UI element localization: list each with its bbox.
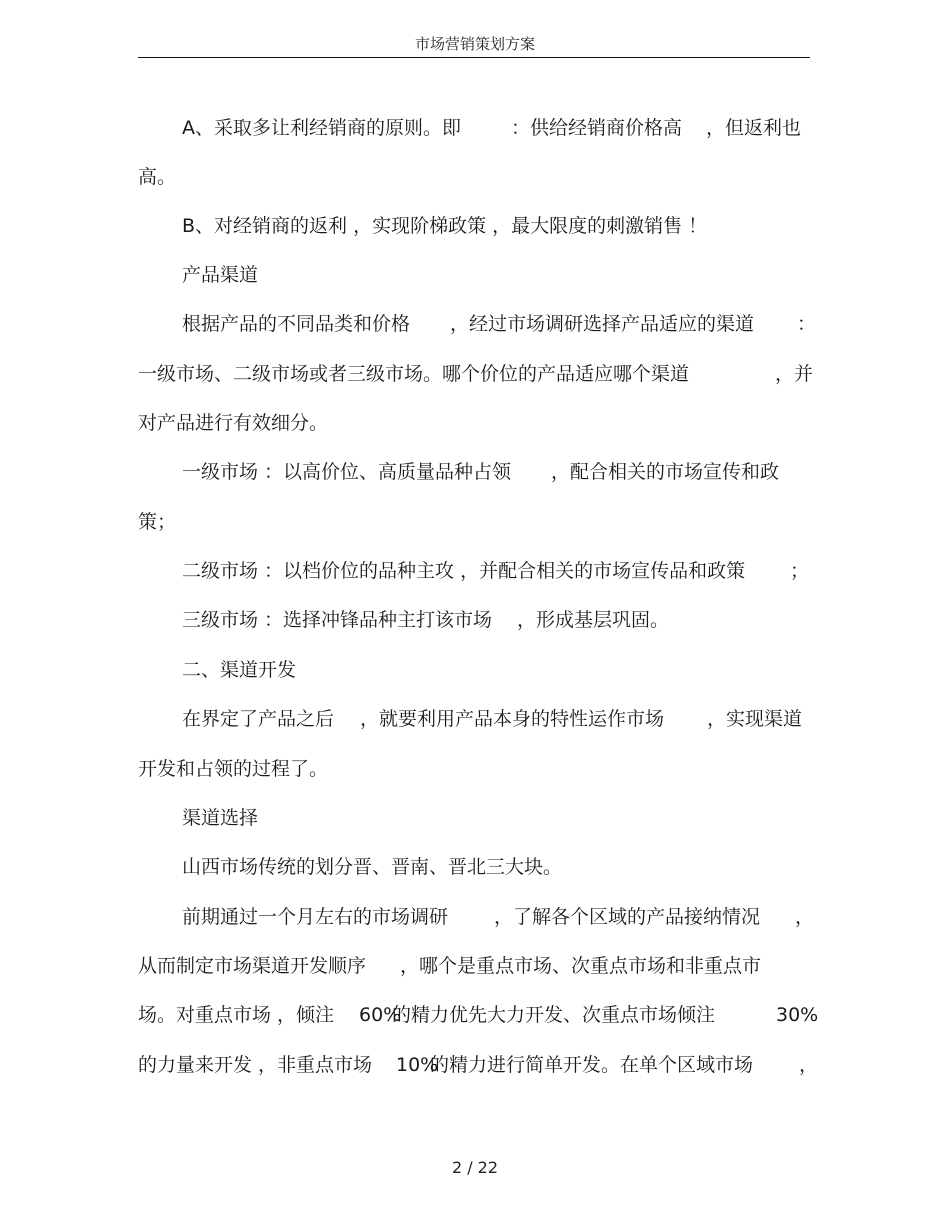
text-segment: ，	[799, 1054, 819, 1076]
paragraph-line	[0, 408, 329, 438]
text-segment: 开发和占领的过程了。	[138, 758, 329, 780]
text-segment: 在界定了产品之后	[182, 708, 335, 730]
paragraph-line	[0, 211, 708, 241]
paragraph-line	[0, 162, 177, 192]
paragraph-line	[0, 113, 802, 143]
paragraph-line	[0, 309, 817, 339]
paragraph-line	[0, 1050, 819, 1080]
text-segment: 前期通过一个月左右的市场调研	[182, 906, 449, 928]
text-segment: ，但返利也	[706, 117, 802, 139]
text-segment: 的精力进行简单开发。在单个区域市场	[430, 1054, 754, 1076]
section-heading	[0, 260, 259, 290]
text-segment: B、对经销商的返利 ，实现阶梯政策 ，最大限度的刺激销售 ！	[182, 215, 708, 237]
text-segment: ，哪个是重点市场、次重点市场和非重点市	[400, 955, 762, 977]
text-segment: ，	[795, 906, 815, 928]
text-segment: 高。	[138, 166, 177, 188]
text-segment: ：	[797, 313, 817, 335]
section-heading	[0, 803, 259, 833]
paragraph-line	[0, 704, 803, 734]
paragraph-line	[0, 1000, 819, 1030]
text-segment: 的力量来开发 ，非重点市场	[138, 1054, 373, 1076]
text-segment: 从而制定市场渠道开发顺序	[138, 955, 367, 977]
text-segment: 渠道选择	[182, 807, 259, 829]
text-segment: 策；	[138, 511, 177, 533]
page-number: 2 / 22	[451, 1158, 499, 1177]
text-segment: 场。对重点市场 ，倾注	[138, 1004, 335, 1026]
text-segment: A、采取多让利经销商的原则。即	[182, 117, 461, 139]
text-segment: 二、渠道开发	[182, 659, 297, 681]
text-segment: 对产品进行有效细分。	[138, 412, 329, 434]
text-segment: 三级市场 ：选择冲锋品种主打该市场	[182, 609, 493, 631]
paragraph-line	[0, 852, 563, 882]
page-header-title: 市场营销策划方案	[414, 35, 535, 53]
text-segment: 的精力优先大力开发、次重点市场倾注	[392, 1004, 716, 1026]
text-segment: ，并	[775, 363, 814, 385]
header-divider	[138, 57, 810, 58]
text-segment: 60%	[359, 1004, 402, 1026]
text-segment: 山西市场传统的划分晋、晋南、晋北三大块。	[182, 856, 563, 878]
text-segment: ，经过市场调研选择产品适应的渠道	[450, 313, 755, 335]
paragraph-line	[0, 556, 810, 586]
text-segment: 二级市场 ：以档价位的品种主攻 ，并配合相关的市场宣传品和政策	[182, 560, 746, 582]
text-segment: 产品渠道	[182, 264, 259, 286]
paragraph-line	[0, 359, 814, 389]
text-segment: ，了解各个区域的产品接纳情况	[494, 906, 761, 928]
text-segment: ；	[790, 560, 810, 582]
text-segment: ，实现渠道	[707, 708, 803, 730]
text-segment: 根据产品的不同品类和价格	[182, 313, 411, 335]
text-segment: 30%	[776, 1004, 819, 1026]
paragraph-line	[0, 507, 177, 537]
text-segment: ，就要利用产品本身的特性运作市场	[360, 708, 665, 730]
text-segment: 10%	[396, 1054, 439, 1076]
paragraph-line	[0, 902, 815, 932]
text-segment: ，配合相关的市场宣传和政	[551, 461, 780, 483]
text-segment: ，形成基层巩固。	[517, 609, 670, 631]
paragraph-line	[0, 754, 329, 784]
text-segment: 一级市场 ：以高价位、高质量品种占领	[182, 461, 512, 483]
section-heading	[0, 655, 297, 685]
paragraph-line	[0, 951, 762, 981]
paragraph-line	[0, 457, 780, 487]
text-segment: 一级市场、二级市场或者三级市场。哪个价位的产品适应哪个渠道	[138, 363, 690, 385]
paragraph-line	[0, 605, 670, 635]
text-segment: ：供给经销商价格高	[511, 117, 683, 139]
